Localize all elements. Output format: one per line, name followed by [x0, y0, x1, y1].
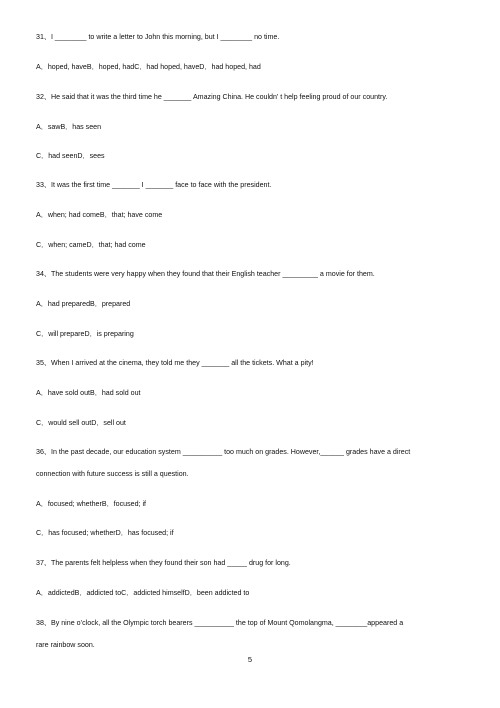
page-number: 5 [247, 655, 253, 664]
question-32-options-row-1: A．sawB．has seen [36, 123, 102, 131]
question-31-options: A．hoped, haveB．hoped, hadC．had hoped, haveD．had hoped, had [36, 63, 261, 71]
question-36-options-row-1: A．focused; whetherB．focused; if [36, 500, 147, 508]
question-33-prompt: 33、It was the first time _______ I _______ face to face with the president. [36, 181, 272, 189]
question-31-prompt: 31、I ________ to write a letter to John this morning, but I ________ no time. [36, 33, 280, 41]
question-33-options-row-2: C．when; cameD．that; had come [36, 241, 146, 249]
question-37-prompt: 37、The parents felt helpless when they found their son had _____ drug for long. [36, 559, 291, 567]
question-33-options-row-1: A．when; had comeB．that; have come [36, 211, 163, 219]
question-36-prompt: 36、In the past decade, our education system __________ too much on grades. However,______ grades have a direct [36, 448, 411, 456]
question-35-options-row-2: C．would sell outD．sell out [36, 419, 126, 427]
question-38-prompt: 38、By nine o’clock, all the Olympic torch bearers __________ the top of Mount Qomolangma, ________appeared a [36, 619, 404, 627]
question-36-prompt-continued: connection with future success is still a question. [36, 470, 189, 478]
question-34-prompt: 34、The students were very happy when they found that their English teacher _________ a movie for them. [36, 270, 375, 278]
question-35-options-row-1: A．have sold outB．had sold out [36, 389, 141, 397]
question-36-options-row-2: C．has focused; whetherD．has focused; if [36, 529, 174, 537]
question-35-prompt: 35、When I arrived at the cinema, they told me they _______ all the tickets. What a pity! [36, 359, 314, 367]
question-34-options-row-2: C．will prepareD．is preparing [36, 330, 134, 338]
question-34-options-row-1: A．had preparedB．prepared [36, 300, 131, 308]
question-32-options-row-2: C．had seenD．sees [36, 152, 105, 160]
question-32-prompt: 32、He said that it was the third time he _______ Amazing China. He couldn’ t help feeling proud of our country. [36, 93, 388, 101]
question-37-options: A．addictedB．addicted toC．addicted himselfD．been addicted to [36, 589, 250, 597]
question-38-prompt-continued: rare rainbow soon. [36, 641, 95, 649]
